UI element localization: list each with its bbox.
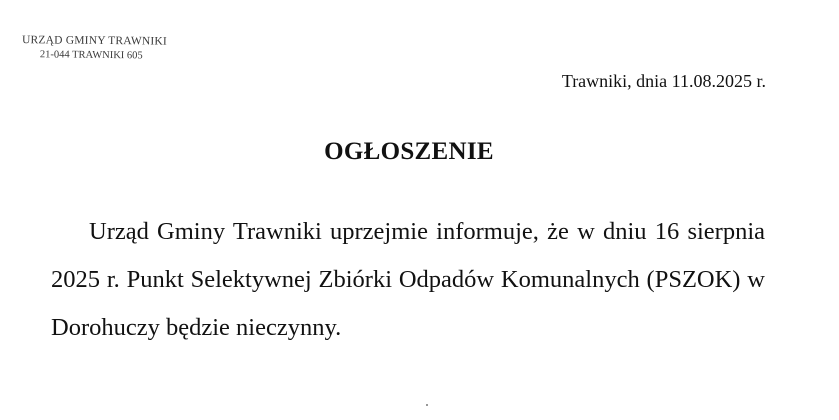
scan-speck [426,404,428,406]
stamp-address: 21-044 TRAWNIKI 605 [39,49,143,62]
announcement-body: Urząd Gminy Trawniki uprzejmie informuje, że w dniu 16 sierpnia 2025 r. Punkt Selektywnej Zbiórki Odpadów Komunalnych (PSZOK) w Dorohuczy będzie nieczynny. [51,218,765,341]
stamp-office-name: URZĄD GMINY TRAWNIKI [22,34,168,48]
place-and-date: Trawniki, dnia 11.08.2025 r. [561,71,766,91]
office-stamp [22,32,192,64]
document-title: OGŁOSZENIE [324,138,494,165]
